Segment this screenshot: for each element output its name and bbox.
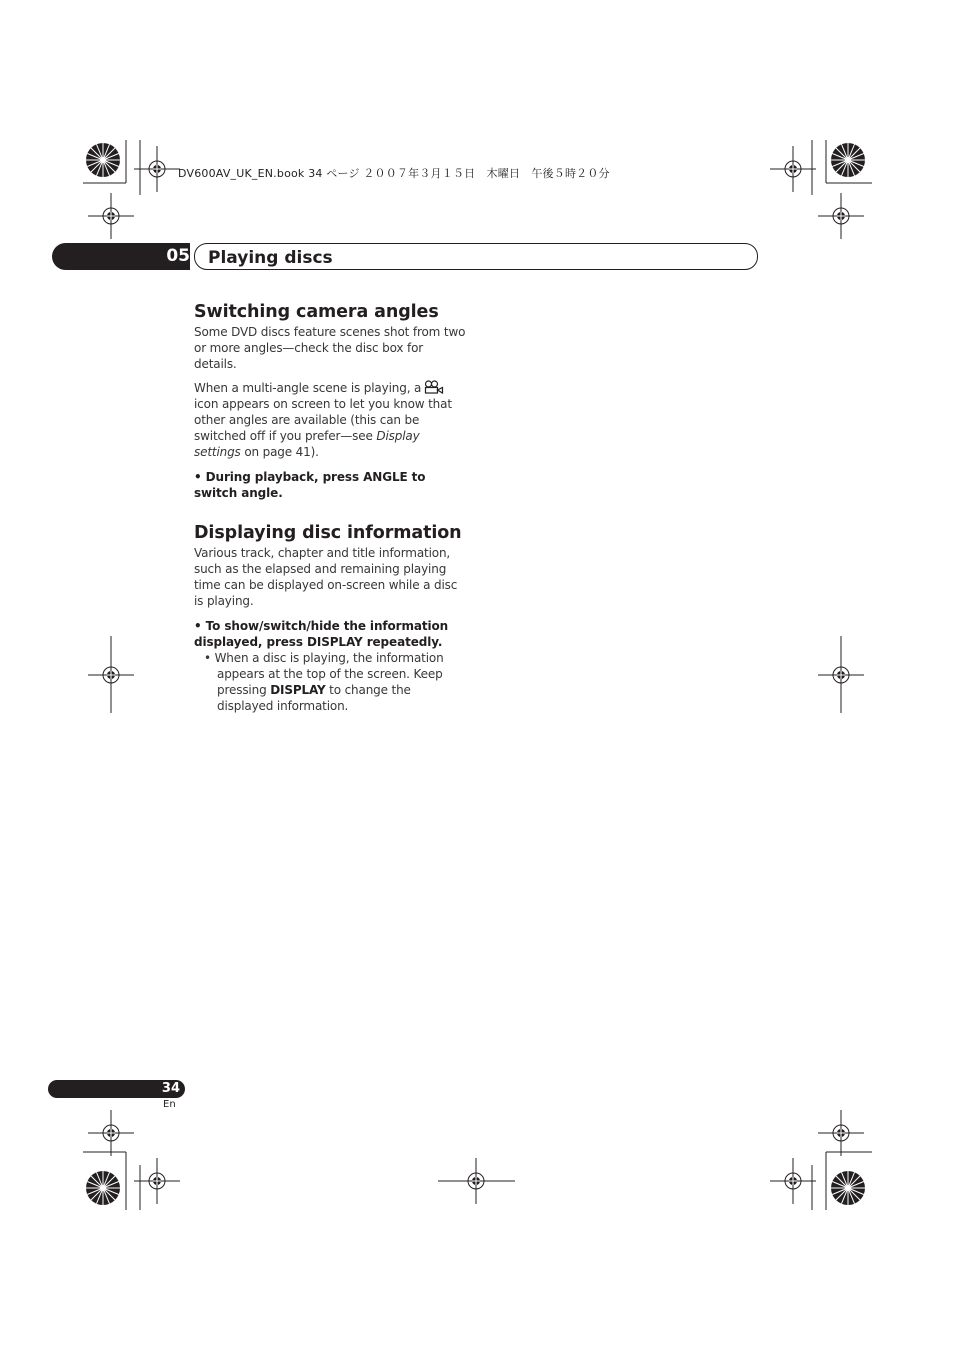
main-column — [194, 300, 467, 714]
text-run: icon appears on screen to let you know that other angles are available (this can be switched off if you prefer—see — [194, 397, 452, 443]
registration-star-bottom-right — [831, 1171, 865, 1205]
section-heading: Displaying disc information — [194, 523, 462, 543]
registration-mark-icon — [770, 1158, 816, 1204]
registration-mark-icon — [134, 1158, 180, 1204]
text-run: When a multi-angle scene is playing, a — [194, 381, 422, 395]
section-disc-information — [194, 521, 467, 714]
registration-mark-icon — [818, 1110, 864, 1156]
section-camera-angles — [194, 300, 467, 501]
text-run: • When a disc is playing, the information appears at the top of the screen. Keep pressing — [204, 651, 444, 697]
paragraph: Various track, chapter and title information, such as the elapsed and remaining playing time can be displayed on-screen while a disc is playing. — [194, 546, 458, 608]
instruction: • To show/switch/hide the information displayed, press DISPLAY repeatedly. — [194, 619, 449, 649]
instruction: • During playback, press ANGLE to switch angle. — [194, 470, 426, 500]
page-language: En — [163, 1099, 176, 1110]
registration-mark-icon — [818, 193, 864, 239]
chapter-title: Playing discs — [208, 248, 333, 268]
cross-reference: Display settings — [194, 429, 420, 459]
page-number: 34 — [161, 1081, 180, 1096]
chapter-number: 05 — [166, 246, 190, 266]
text-run: to change the displayed information. — [217, 683, 411, 713]
registration-mark-icon — [453, 1158, 499, 1204]
file-header: DV600AV_UK_EN.book 34 ページ ２００７年３月１５日 木曜日 午後５時２０分 — [178, 167, 610, 180]
registration-star-bottom-left — [86, 1171, 120, 1205]
registration-mark-icon — [818, 652, 864, 698]
registration-star-top-left — [86, 143, 120, 177]
paragraph: Some DVD discs feature scenes shot from two or more angles—check the disc box for details. — [194, 325, 466, 371]
registration-star-top-right — [831, 143, 865, 177]
registration-mark-icon — [88, 652, 134, 698]
registration-mark-icon — [134, 146, 180, 192]
section-heading: Switching camera angles — [194, 302, 439, 322]
key-name: DISPLAY — [270, 683, 326, 697]
registration-mark-icon — [88, 193, 134, 239]
bullet-item — [194, 650, 467, 714]
text-run: on page 41). — [244, 445, 319, 459]
camera-angle-icon — [424, 380, 444, 394]
paragraph — [194, 380, 467, 460]
registration-mark-icon — [88, 1110, 134, 1156]
registration-mark-icon — [770, 146, 816, 192]
